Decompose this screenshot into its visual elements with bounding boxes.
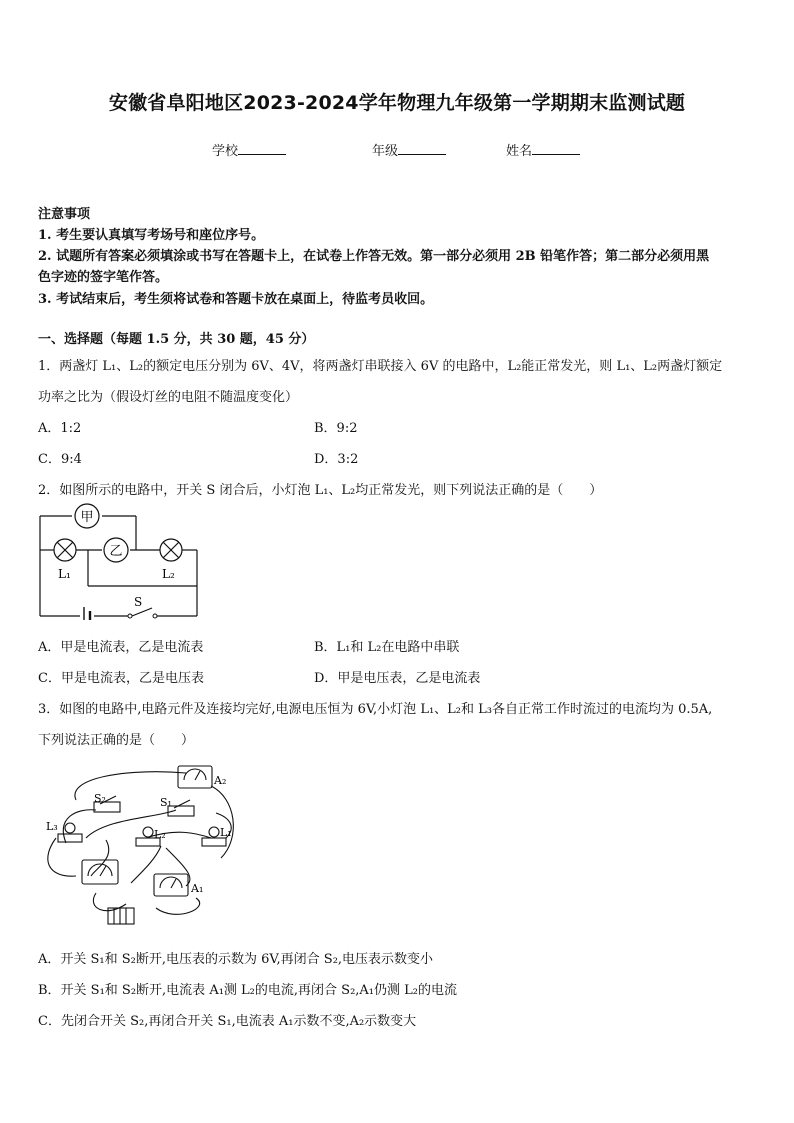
note-item: 2. 试题所有答案必须填涂或书写在答题卡上，在试卷上作答无效。第一部分必须用 2B 铅笔作答；第二部分必须用黑 — [38, 249, 710, 264]
name-field[interactable] — [506, 140, 580, 159]
school-blank[interactable] — [238, 142, 286, 155]
q3-stem-line2: 下列说法正确的是（ ） — [38, 733, 195, 748]
q1-option-d[interactable]: D．3:2 — [314, 452, 359, 467]
q1-option-b[interactable]: B．9:2 — [314, 421, 358, 436]
school-label: 学校 — [212, 144, 239, 159]
lamp-l2-label: L₂ — [162, 567, 175, 581]
lamp-l2-label: L₂ — [154, 828, 166, 841]
grade-field[interactable] — [372, 140, 446, 159]
lamp-l1-label: L₁ — [220, 826, 232, 839]
note-item: 色字迹的签字笔作答。 — [38, 270, 169, 285]
q2-option-c[interactable]: C．甲是电流表，乙是电压表 — [38, 671, 204, 686]
meter-jia-label: 甲 — [80, 510, 94, 525]
q1-option-a[interactable]: A．1:2 — [38, 421, 82, 436]
lamp-l1-label: L₁ — [58, 567, 71, 581]
school-field[interactable] — [212, 140, 286, 159]
q2-option-b[interactable]: B．L₁和 L₂在电路中串联 — [314, 640, 460, 655]
q3-option-a[interactable]: A．开关 S₁和 S₂断开,电压表的示数为 6V,再闭合 S₂,电压表示数变小 — [38, 952, 434, 967]
meter-yi-label: 乙 — [109, 544, 123, 559]
q1-option-c[interactable]: C．9:4 — [38, 452, 82, 467]
q3-circuit-picture — [36, 758, 246, 930]
section-heading: 一、选择题（每题 1.5 分，共 30 题，45 分） — [38, 332, 315, 347]
name-blank[interactable] — [532, 142, 580, 155]
exam-title: 安徽省阜阳地区2023-2024学年物理九年级第一学期期末监测试题 — [108, 92, 686, 114]
q2-option-a[interactable]: A．甲是电流表，乙是电流表 — [38, 640, 204, 655]
name-label: 姓名 — [506, 144, 533, 159]
q1-stem-line2: 功率之比为（假设灯丝的电阻不随温度变化） — [38, 390, 299, 405]
switch-s2-label: S₂ — [94, 792, 106, 805]
q1-stem-line1: 1．两盏灯 L₁、L₂的额定电压分别为 6V、4V，将两盏灯串联接入 6V 的电路中，L₂能正常发光，则 L₁、L₂两盏灯额定 — [38, 359, 723, 374]
q3-option-c[interactable]: C．先闭合开关 S₂,再闭合开关 S₁,电流表 A₁示数不变,A₂示数变大 — [38, 1014, 417, 1029]
switch-s1-label: S₁ — [160, 796, 172, 809]
note-item: 3. 考试结束后，考生须将试卷和答题卡放在桌面上，待监考员收回。 — [38, 292, 434, 307]
q3-stem-line1: 3．如图的电路中,电路元件及连接均完好,电源电压恒为 6V,小灯泡 L₁、L₂和 L₃各自正常工作时流过的电流均为 0.5A, — [38, 702, 713, 717]
q2-stem: 2．如图所示的电路中，开关 S 闭合后，小灯泡 L₁、L₂均正常发光，则下列说法正确的是（ ） — [38, 483, 603, 498]
q2-circuit-diagram — [36, 502, 206, 620]
meter-a2-label: A₂ — [214, 774, 227, 787]
q2-option-d[interactable]: D．甲是电压表，乙是电流表 — [314, 671, 481, 686]
switch-label: S — [134, 595, 143, 609]
note-item: 1. 考生要认真填写考场号和座位序号。 — [38, 228, 265, 243]
notes-heading: 注意事项 — [38, 207, 91, 222]
grade-blank[interactable] — [398, 142, 446, 155]
grade-label: 年级 — [372, 144, 399, 159]
lamp-l3-label: L₃ — [46, 820, 58, 833]
q3-option-b[interactable]: B．开关 S₁和 S₂断开,电流表 A₁测 L₂的电流,再闭合 S₂,A₁仍测 L₂的电流 — [38, 983, 457, 998]
meter-a1-label: A₁ — [191, 882, 204, 895]
